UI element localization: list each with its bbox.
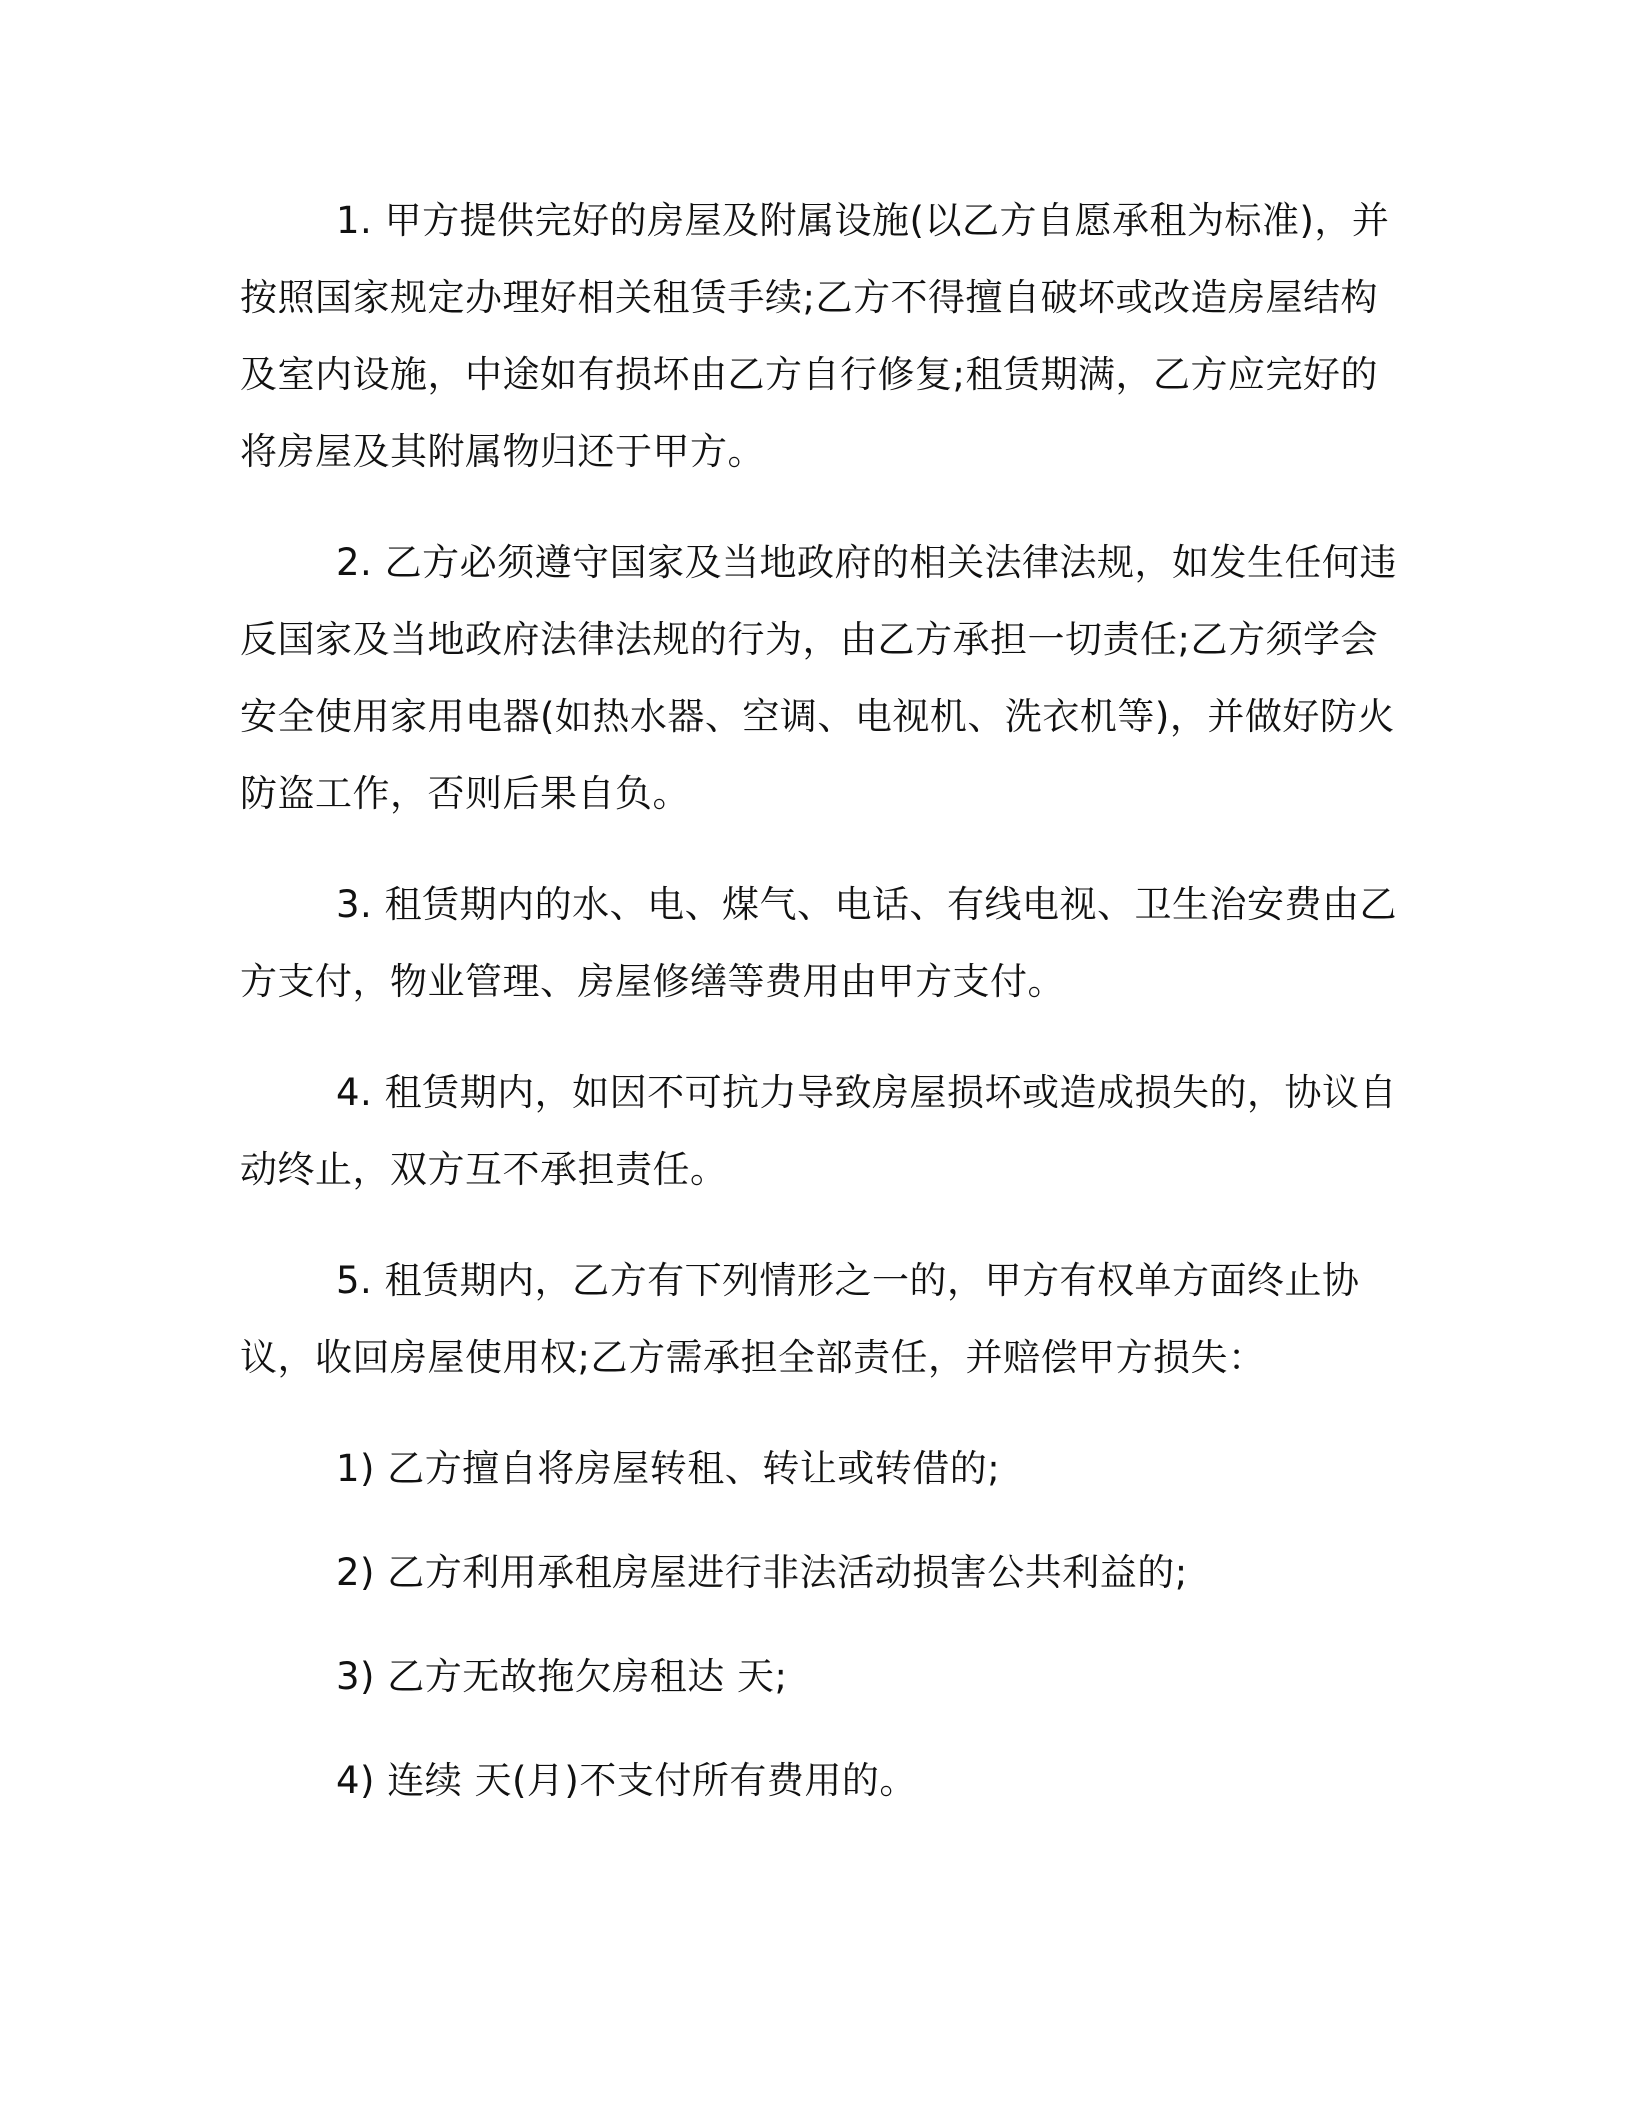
sub-item-3: 3) 乙方无故拖欠房租达 天; [336,1655,788,1698]
clause-4: 4. 租赁期内，如因不可抗力导致房屋损坏或造成损失的，协议自动终止，双方互不承担责任。 [240,1071,1398,1191]
sub-item-4: 4) 连续 天(月)不支付所有费用的。 [336,1759,917,1802]
sub-item-1: 1) 乙方擅自将房屋转租、转让或转借的; [336,1447,1001,1490]
clause-3: 3. 租赁期内的水、电、煤气、电话、有线电视、卫生治安费由乙方支付，物业管理、房屋修缮等费用由甲方支付。 [240,883,1398,1003]
sub-item-2: 2) 乙方利用承租房屋进行非法活动损害公共利益的; [336,1551,1188,1594]
clause-5: 5. 租赁期内，乙方有下列情形之一的，甲方有权单方面终止协议，收回房屋使用权;乙方需承担全部责任，并赔偿甲方损失： [240,1259,1360,1379]
document-body [240,182,1400,1846]
clause-2: 2. 乙方必须遵守国家及当地政府的相关法律法规，如发生任何违反国家及当地政府法律法规的行为，由乙方承担一切责任;乙方须学会安全使用家用电器(如热水器、空调、电视机、洗衣机等)，并做好防火防盗工作，否则后果自负。 [240,541,1398,815]
clause-1: 1. 甲方提供完好的房屋及附属设施(以乙方自愿承租为标准)，并按照国家规定办理好相关租赁手续;乙方不得擅自破坏或改造房屋结构及室内设施，中途如有损坏由乙方自行修复;租赁期满，乙方应完好的将房屋及其附属物归还于甲方。 [240,199,1390,473]
